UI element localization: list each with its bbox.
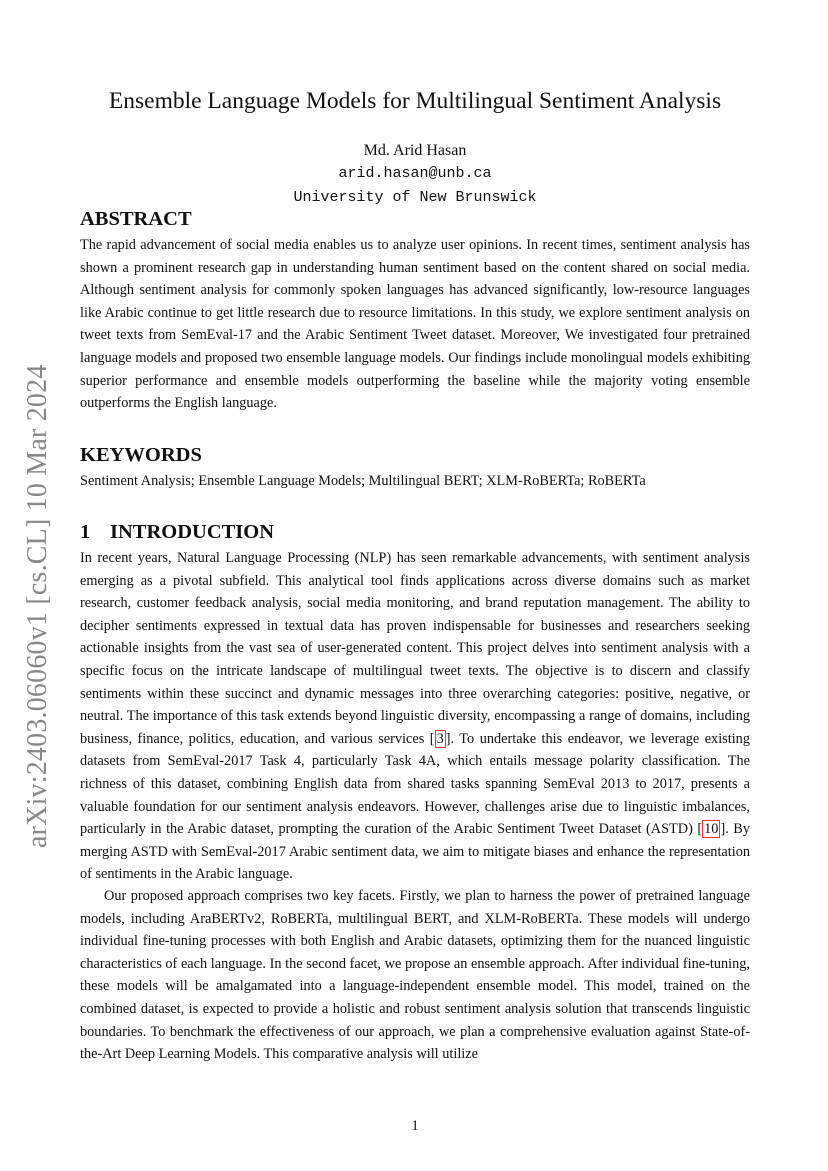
author-name: Md. Arid Hasan bbox=[363, 142, 467, 159]
abstract-heading: ABSTRACT bbox=[80, 208, 192, 230]
citation-link[interactable]: 10 bbox=[704, 821, 719, 838]
intro-text-part-a: In recent years, Natural Language Processing (NLP) has seen remarkable advancements, with sentiment analysis emerging as a pivotal subfield. This analytical tool finds applications across diverse domains such as market research, customer feedback analysis, social media monitoring, and brand reputation management. The ability to decipher sentiments expressed in textual data has proven indispensable for businesses and researchers seeking actionable insights from the vast sea of user-generated content. This project delves into sentiment analysis with a specific focus on the intricate landscape of multilingual tweet texts. The objective is to discern and classify sentiments within these succinct and dynamic messages into three overarching categories: positive, negative, or neutral. The importance of this task extends beyond linguistic diversity, encompassing a range of domains, including business, finance, politics, education, and various services bbox=[80, 550, 750, 747]
intro-text-part-c: . By merging ASTD with SemEval-2017 Arabic sentiment data, we aim to mitigate biases and enhance the representation of sentiments in the Arabic language. bbox=[80, 821, 750, 883]
section-title: INTRODUCTION bbox=[110, 521, 275, 543]
author-affiliation: University of New Brunswick bbox=[293, 189, 537, 206]
keywords-text: Sentiment Analysis; Ensemble Language Models; Multilingual BERT; XLM-RoBERTa; RoBERTa bbox=[80, 473, 646, 489]
abstract-text: The rapid advancement of social media enables us to analyze user opinions. In recent times, sentiment analysis has shown a prominent research gap in understanding human sentiment based on the content shared on social media. Although sentiment analysis for commonly spoken languages has advanced significantly, low-resource languages like Arabic continue to get little research due to resource limitations. In this study, we explore sentiment analysis on tweet texts from SemEval-17 and the Arabic Sentiment Tweet dataset. Moreover, We investigated four pretrained language models and proposed two ensemble language models. Our findings include monolingual models exhibiting superior performance and ensemble models outperforming the baseline while the majority voting ensemble outperforms the English language. bbox=[80, 237, 750, 412]
author-email[interactable]: arid.hasan@unb.ca bbox=[338, 165, 492, 182]
introduction-paragraph-1: In recent years, Natural Language Processing (NLP) has seen remarkable advancements, with sentiment analysis emerging as a pivotal subfield. This analytical tool finds applications across diverse domains such as market research, customer feedback analysis, social media monitoring, and brand reputation management. The ability to decipher sentiments expressed in textual data has proven indispensable for businesses and researchers seeking actionable insights from the vast sea of user-generated content. This project delves into sentiment analysis with a specific focus on the intricate landscape of multilingual tweet texts. The objective is to discern and classify sentiments within these succinct and dynamic messages into three overarching categories: positive, negative, or neutral. The importance of this task extends beyond linguistic diversity, encompassing a range of domains, including business, finance, politics, education, and various services [ 3 ]. To undertake this endeavor, we leverage existing datasets from SemEval-2017 Task 4, particularly Task 4A, which entails message polarity classification. The richness of this dataset, combining English data from shared tasks spanning SemEval 2013 to 2017, presents a valuable foundation for our sentiment analysis endeavors. However, challenges arise due to linguistic imbalances, particularly in the Arabic dataset, prompting the curation of the Arabic Sentiment Tweet Dataset (ASTD) [ 10 ]. By merging ASTD with SemEval-2017 Arabic sentiment data, we aim to mitigate biases and enhance the representation of sentiments in the Arabic language. bbox=[80, 550, 750, 883]
section-number: 1 bbox=[80, 521, 91, 543]
paper-title: Ensemble Language Models for Multilingual Sentiment Analysis bbox=[108, 88, 722, 114]
introduction-heading bbox=[80, 521, 274, 544]
intro-text-part-b: . To undertake this endeavor, we leverage existing datasets from SemEval-2017 Task 4, particularly Task 4A, which entails message polarity classification. The richness of this dataset, combining English data from shared tasks spanning SemEval 2013 to 2017, presents a valuable foundation for our sentiment analysis endeavors. However, challenges arise due to linguistic imbalances, particularly in the Arabic dataset, prompting the curation of the Arabic Sentiment Tweet Dataset (ASTD) bbox=[80, 730, 750, 838]
keywords-heading: KEYWORDS bbox=[80, 444, 202, 466]
introduction-paragraph-2: Our proposed approach comprises two key facets. Firstly, we plan to harness the power of pretrained language models, including AraBERTv2, RoBERTa, multilingual BERT, and XLM-RoBERTa. These models will undergo individual fine-tuning processes with both English and Arabic datasets, optimizing them for the nuanced linguistic characteristics of each language. In the second facet, we propose an ensemble approach. After individual fine-tuning, these models will be amalgamated into a language-independent ensemble model. This model, trained on the combined dataset, is expected to provide a holistic and robust sentiment analysis solution that transcends linguistic boundaries. To benchmark the effectiveness of our approach, we plan a comprehensive evaluation against State-of-the-Art Deep Learning Models. This comparative analysis will utilize bbox=[80, 888, 750, 1063]
citation-link[interactable]: 3 bbox=[436, 730, 444, 747]
arxiv-margin-stamp: arXiv:2403.06060v1 [cs.CL] 10 Mar 2024 bbox=[22, 364, 53, 848]
page-number: 1 bbox=[411, 1118, 419, 1134]
